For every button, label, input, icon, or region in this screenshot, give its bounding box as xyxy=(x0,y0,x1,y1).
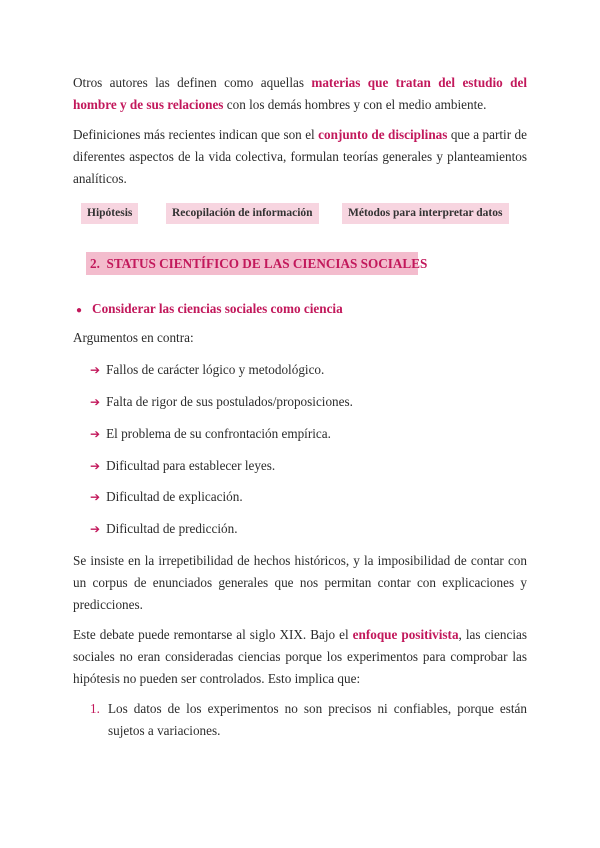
chip-metodos: Métodos para interpretar datos xyxy=(342,203,509,224)
arguments-label: Argumentos en contra: xyxy=(73,330,194,345)
paragraph-positivismo xyxy=(73,624,527,690)
paragraph-text: que a partir de diferentes aspectos de la vida colectiva, formulan teorías generales y planteamientos analíticos. xyxy=(73,127,527,186)
argument-text: Dificultad de predicción. xyxy=(106,521,238,536)
paragraph-irrepetibilidad: Se insiste en la irrepetibilidad de hechos históricos, y la imposibilidad de contar con un corpus de enunciados generales que nos permitan contar con explicaciones y predicciones. xyxy=(73,553,527,612)
paragraph-text: , las ciencias sociales no eran consideradas ciencias porque los experimentos para comprobar las hipótesis no pueden ser controlados. Esto implica que: xyxy=(73,627,527,686)
argument-item xyxy=(90,361,324,379)
paragraph-recent-definitions xyxy=(73,124,527,190)
bullet-icon: ● xyxy=(76,305,83,316)
argument-item xyxy=(90,457,275,475)
highlighted-term: materias que tratan del estudio del hombre y de sus relaciones xyxy=(73,75,527,112)
argument-item xyxy=(90,488,243,506)
chip-recopilacion: Recopilación de información xyxy=(166,203,319,224)
argument-text: El problema de su confrontación empírica. xyxy=(106,426,331,441)
arrow-right-icon: ➔ xyxy=(90,395,101,409)
section-heading xyxy=(86,252,428,275)
argument-item xyxy=(90,425,331,443)
highlighted-term: enfoque positivista xyxy=(352,627,459,642)
paragraph-text: con los demás hombres y con el medio ambiente. xyxy=(223,97,487,112)
argument-text: Fallos de carácter lógico y metodológico. xyxy=(106,362,325,377)
arrow-right-icon: ➔ xyxy=(90,522,101,536)
paragraph-text: Este debate puede remontarse al siglo XIX. Bajo el xyxy=(73,627,353,642)
paragraph-text: Definiciones más recientes indican que son el xyxy=(73,127,319,142)
argument-text: Falta de rigor de sus postulados/proposiciones. xyxy=(106,394,353,409)
bullet-item xyxy=(76,300,343,320)
arrow-right-icon: ➔ xyxy=(90,363,101,377)
arrow-right-icon: ➔ xyxy=(90,427,101,441)
paragraph-definition-authors xyxy=(73,72,527,116)
section-title: STATUS CIENTÍFICO DE LAS CIENCIAS SOCIALES xyxy=(106,256,428,271)
list-item-text: Los datos de los experimentos no son precisos ni confiables, porque están sujetos a variaciones. xyxy=(108,701,527,738)
argument-item xyxy=(90,393,353,411)
list-number: 1. xyxy=(90,701,100,716)
paragraph-text: Otros autores las definen como aquellas xyxy=(73,75,312,90)
argument-text: Dificultad para establecer leyes. xyxy=(106,458,276,473)
arrow-right-icon: ➔ xyxy=(90,490,101,504)
chip-hipotesis: Hipótesis xyxy=(81,203,138,224)
argument-text: Dificultad de explicación. xyxy=(106,489,243,504)
argument-item xyxy=(90,520,238,538)
section-number: 2. xyxy=(90,256,100,271)
highlighted-term: conjunto de disciplinas xyxy=(318,127,448,142)
bullet-text: Considerar las ciencias sociales como ciencia xyxy=(92,301,343,316)
arrow-right-icon: ➔ xyxy=(90,459,101,473)
